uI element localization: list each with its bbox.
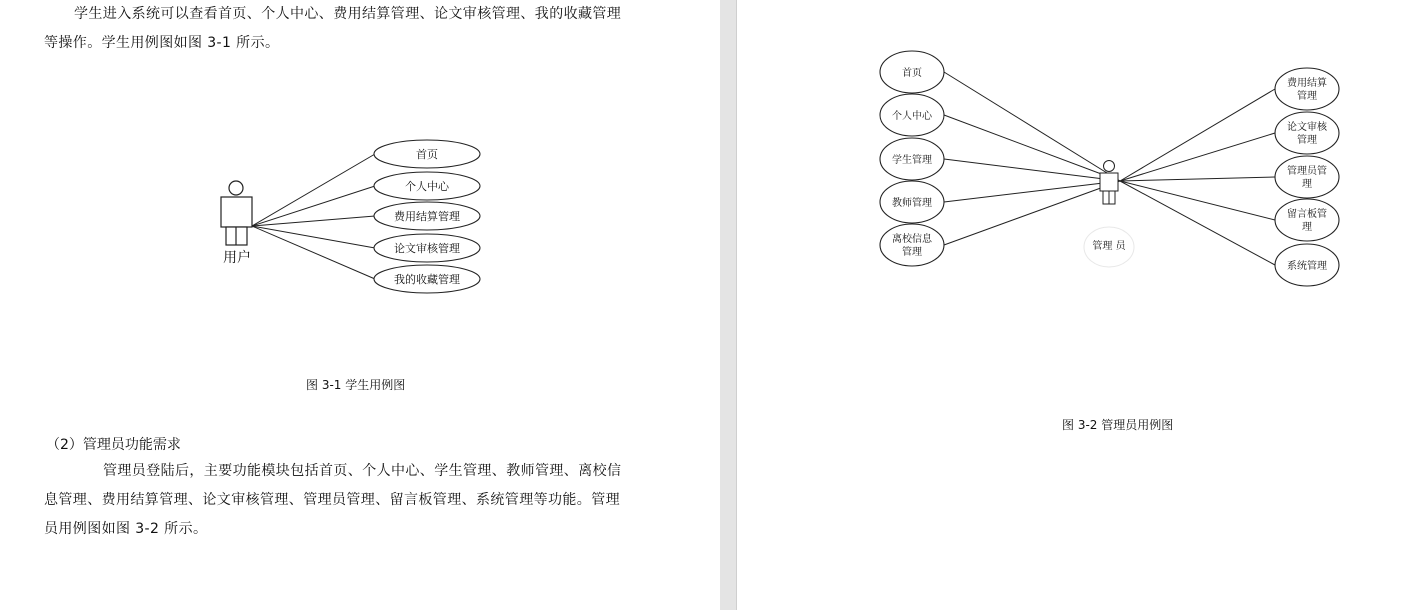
association-line xyxy=(944,159,1120,181)
use-case-label: 系统管理 xyxy=(1287,261,1327,272)
use-case-label: 管理 xyxy=(902,247,922,258)
figure-3-1-caption: 图 3-1 学生用例图 xyxy=(306,378,406,392)
use-case-label: 费用结算 xyxy=(1287,78,1327,89)
use-case-label: 管理 xyxy=(1297,91,1317,102)
use-case-ellipse xyxy=(1275,68,1339,110)
association-line xyxy=(944,115,1120,181)
use-case-label: 首页 xyxy=(902,68,922,79)
association-line xyxy=(1120,89,1275,181)
association-line xyxy=(944,72,1120,181)
association-lines xyxy=(252,154,375,279)
association-line xyxy=(252,186,375,226)
admin-use-case-diagram xyxy=(737,0,1423,610)
use-case-label: 学生管理 xyxy=(892,155,932,166)
document-page-right xyxy=(737,0,1423,610)
association-line xyxy=(252,226,375,248)
association-line xyxy=(944,181,1120,202)
association-line xyxy=(1120,133,1275,181)
use-case-label: 首页 xyxy=(416,148,438,161)
association-line xyxy=(252,226,375,279)
actor-label: 管理 员 xyxy=(1092,241,1126,252)
use-case-ellipse xyxy=(880,224,944,266)
association-line xyxy=(1120,177,1275,181)
page-gutter xyxy=(720,0,737,610)
use-case-label: 论文审核管理 xyxy=(394,242,460,255)
use-case-label: 理 xyxy=(1302,222,1312,233)
section-heading: （2）管理员功能需求 xyxy=(46,437,181,453)
association-line xyxy=(252,216,375,226)
use-case-label: 费用结算管理 xyxy=(394,210,460,223)
use-case-label: 我的收藏管理 xyxy=(394,273,460,286)
intro-paragraph-line-2: 等操作。学生用例图如图 3-1 所示。 xyxy=(44,35,280,51)
use-case-label: 理 xyxy=(1302,179,1312,190)
use-case-ellipse xyxy=(1275,156,1339,198)
use-case-ellipse xyxy=(1275,199,1339,241)
admin-paragraph-line-1: 管理员登陆后，主要功能模块包括首页、个人中心、学生管理、教师管理、离校信 xyxy=(103,463,622,479)
use-case-label: 论文审核 xyxy=(1287,122,1327,133)
use-case-label: 离校信息 xyxy=(892,234,932,245)
use-case-label: 个人中心 xyxy=(405,180,449,193)
admin-paragraph-line-3: 员用例图如图 3-2 所示。 xyxy=(44,521,208,537)
actor-icon xyxy=(221,181,252,245)
use-case-ellipse xyxy=(1275,112,1339,154)
actor-icon xyxy=(1100,161,1118,205)
association-line xyxy=(1120,181,1275,220)
use-case-label: 管理员管 xyxy=(1287,166,1327,177)
association-line xyxy=(252,154,375,226)
use-case-label: 教师管理 xyxy=(892,198,932,209)
intro-paragraph-line-1: 学生进入系统可以查看首页、个人中心、费用结算管理、论文审核管理、我的收藏管理 xyxy=(74,6,622,22)
use-case-label: 留言板管 xyxy=(1287,209,1327,220)
use-case-label: 个人中心 xyxy=(892,111,932,122)
figure-3-2-caption: 图 3-2 管理员用例图 xyxy=(1062,418,1174,432)
use-case-label: 管理 xyxy=(1297,135,1317,146)
admin-paragraph-line-2: 息管理、费用结算管理、论文审核管理、管理员管理、留言板管理、系统管理等功能。管理 xyxy=(44,492,620,508)
actor-label: 用户 xyxy=(223,250,251,266)
use-case-group xyxy=(374,140,480,293)
association-line xyxy=(1120,181,1275,265)
